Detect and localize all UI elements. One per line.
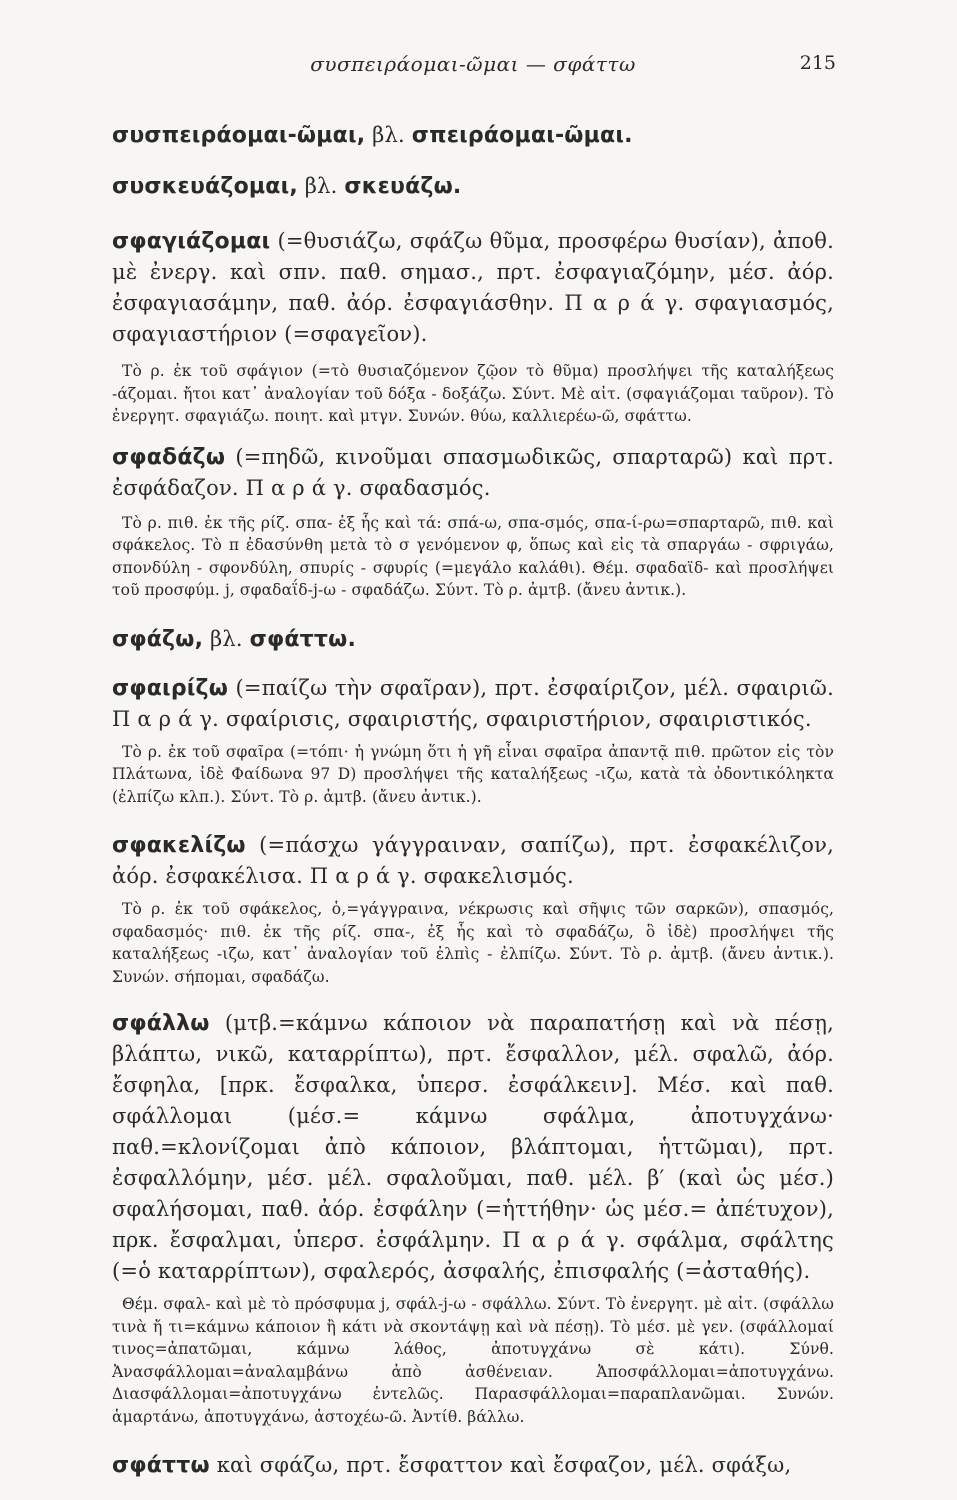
entry-sphairizo [112,673,834,809]
entry-body [112,442,834,504]
entry-text: βλ. [297,174,345,198]
entry-text: καὶ σφάζω, πρτ. ἔσφαττον καὶ ἔσφαζον, μέλ. σφάξω, [209,1453,792,1477]
headword: σφαγιάζομαι [112,229,271,254]
etymology-note: Θέμ. σφαλ- καὶ μὲ τὸ πρόσφυμα j, σφάλ-j-ω - σφάλλω. Σύντ. Τὸ ἐνεργητ. μὲ αἰτ. (σφάλλω τινὰ ἤ τι=κάμνω κάποιον ἢ κάτι νὰ σκοντάψῃ καὶ νὰ πέσῃ). Τὸ μέσ. μὲ γεν. (σφάλλομαί τινος=ἀπατῶμαι, κάμνω λάθος, ἀποτυγχάνω σὲ κάτι). Σύνθ. Ἀνασφάλλομαι=ἀναλαμβάνω ἀπὸ ἀσθένειαν. Ἀποσφάλλομαι=ἀποτυγχάνω. Διασφάλλομαι=ἀποτυγχάνω ἐντελῶς. Παρασφάλλομαι=παραπλανῶμαι. Συνών. ἁμαρτάνω, ἀποτυγχάνω, ἀστοχέω-ῶ. Ἀντίθ. βάλλω. [112,1295,834,1426]
headword: σφαδάζω [112,444,226,470]
cross-reference: σκευάζω. [344,174,462,199]
etymology-note: Τὸ ρ. ἐκ τοῦ σφάκελος, ὁ,=γάγγραινα, νέκρωσις καὶ σῆψις τῶν σαρκῶν), σπασμός, σφαδασμός· πιθ. ἐκ τῆς ρίζ. σπα-, ἐξ ἧς καὶ τὸ σφαδάζω, ὃ ἰδὲ) προσλήψει τῆς καταλήξεως -ιζω, κατ᾽ ἀναλογίαν τοῦ ἐλπὶς - ἐλπίζω. Σύντ. Τὸ ρ. ἀμτβ. (ἄνευ ἀντικ.). Συνών. σήπομαι, σφαδάζω. [112,900,834,986]
entry-sphatto [112,1450,834,1481]
entry-body [112,226,834,350]
entry-sphadazo [112,442,834,602]
entry-text: βλ. [365,123,412,147]
entry-body [112,673,834,735]
etymology-note: Τὸ ρ. ἐκ τοῦ σφάγιον (=τὸ θυσιαζόμενον ζῷον τὸ θῦμα) προσλήψει τῆς καταλήξεως -άζομαι. ἤτοι κατ᾽ ἀναλογίαν τοῦ δόξα - δοξάζω. Σύντ. Μὲ αἰτ. (σφαγιάζομαι ταῦρον). Τὸ ἐνεργητ. σφαγιάζω. ποιητ. καὶ μτγν. Συνών. θύω, καλλιερέω-ῶ, σφάττω. [112,362,834,425]
entry-sphazo [112,624,834,655]
entry-body [112,120,834,151]
page [112,52,834,1481]
headword: σφάλλω [112,1011,210,1036]
entry-sphallo [112,1008,834,1428]
entry-text: (=θυσιάζω, σφάζω θῦμα, προσφέρω θυσίαν), ἀποθ. μὲ ἐνεργ. καὶ σπν. παθ. σημασ., πρτ. ἐσφαγιαζόμην, μέσ. ἀόρ. ἐσφαγιασάμην, παθ. ἀόρ. ἐσφαγιάσθην. Π α ρ ά γ. σφαγιασμός, σφαγιαστήριον (=σφαγεῖον). [112,229,834,346]
entry-text: (=παίζω τὴν σφαῖραν), πρτ. ἐσφαίριζον, μέλ. σφαιριῶ. Π α ρ ά γ. σφαίρισις, σφαιριστής, σφαιριστήριον, σφαιριστικός. [112,675,834,731]
entry-syspeiraomai [112,120,834,151]
entry-sphagiazomai [112,226,834,428]
headword: συσκευάζομαι, [112,174,298,199]
headword: σφάττω [112,1453,210,1478]
headword: συσπειράομαι-ῶμαι, [112,123,366,148]
page-number: 215 [799,52,836,74]
etymology-note: Τὸ ρ. ἐκ τοῦ σφαῖρα (=τόπι· ἡ γνώμη ὅτι ἡ γῆ εἶναι σφαῖρα ἀπαντᾷ πιθ. πρῶτον εἰς τὸν Πλάτωνα, ἰδὲ Φαίδωνα 97 D) προσλήψει τῆς καταλήξεως -ιζω, κατὰ τὰ ὀδοντικόληκτα (ἐλπίζω κλπ.). Σύντ. Τὸ ρ. ἀμτβ. (ἄνευ ἀντικ.). [112,742,834,806]
entry-text: (=πηδῶ, κινοῦμαι σπασμωδικῶς, σπαρταρῶ) καὶ πρτ. ἐσφάδαζον. Π α ρ ά γ. σφαδασμός. [112,444,834,500]
cross-reference: σπειράομαι-ῶμαι. [411,123,633,148]
headword: σφάζω, [112,626,204,652]
headword: σφακελίζω [112,833,246,858]
entry-body [112,171,834,202]
entry-sphakelizo [112,830,834,988]
running-head-title: συσπειράομαι-ῶμαι — σφάττω [310,52,636,76]
entry-text: (μτβ.=κάμνω κάποιον νὰ παραπατήσῃ καὶ νὰ πέσῃ, βλάπτω, νικῶ, καταρρίπτω), πρτ. ἔσφαλλον, μέλ. σφαλῶ, ἀόρ. ἔσφηλα, [πρκ. ἔσφαλκα, ὑπερσ. ἐσφάλκειν]. Μέσ. καὶ παθ. σφάλλομαι (μέσ.= κάμνω σφάλμα, ἀποτυγχάνω· παθ.=κλονίζομαι ἀπὸ κάποιον, βλάπτομαι, ἡττῶμαι), πρτ. ἐσφαλλόμην, μέσ. μέλ. σφαλοῦμαι, παθ. μέλ. β′ (καὶ ὡς μέσ.) σφαλήσομαι, παθ. ἀόρ. ἐσφάλην (=ἡττήθην· ὡς μέσ.= ἀπέτυχον), πρκ. ἔσφαλμαι, ὑπερσ. ἐσφάλμην. Π α ρ ά γ. σφάλμα, σφάλτης (=ὁ καταρρίπτων), σφαλερός, ἀσφαλής, ἐπισφαλής (=ἀσταθής). [112,1011,834,1283]
entry-text: (=πάσχω γάγγραιναν, σαπίζω), πρτ. ἐσφακέλιζον, ἀόρ. ἐσφακέλισα. Π α ρ ά γ. σφακελισμός. [112,833,834,888]
etymology-note: Τὸ ρ. πιθ. ἐκ τῆς ρίζ. σπα- ἐξ ἧς καὶ τά: σπά-ω, σπα-σμός, σπα-ί-ρω=σπαρταρῶ, πιθ. καὶ σφάκελος. Τὸ π ἐδασύνθη μετὰ τὸ σ γενόμενον φ, ὅπως καὶ εἰς τὰ σπαργάω - σφριγάω, σπονδύλη - σφονδύλη, σπυρίς - σφυρίς (=μεγάλο καλάθι). Θέμ. σφαδαϊδ- καὶ προσλήψει τοῦ προσφύμ. j, σφαδαΐδ-j-ω - σφαδάζω. Σύντ. Τὸ ρ. ἀμτβ. (ἄνευ ἀντικ.). [112,513,834,599]
running-head [112,52,834,92]
entry-syskeuazomai [112,171,834,202]
headword: σφαιρίζω [112,675,229,701]
entry-text: βλ. [203,626,250,651]
entry-body [112,830,834,892]
entry-body [112,1008,834,1287]
entry-body [112,624,834,655]
entry-body [112,1450,834,1481]
cross-reference: σφάττω. [249,626,357,652]
